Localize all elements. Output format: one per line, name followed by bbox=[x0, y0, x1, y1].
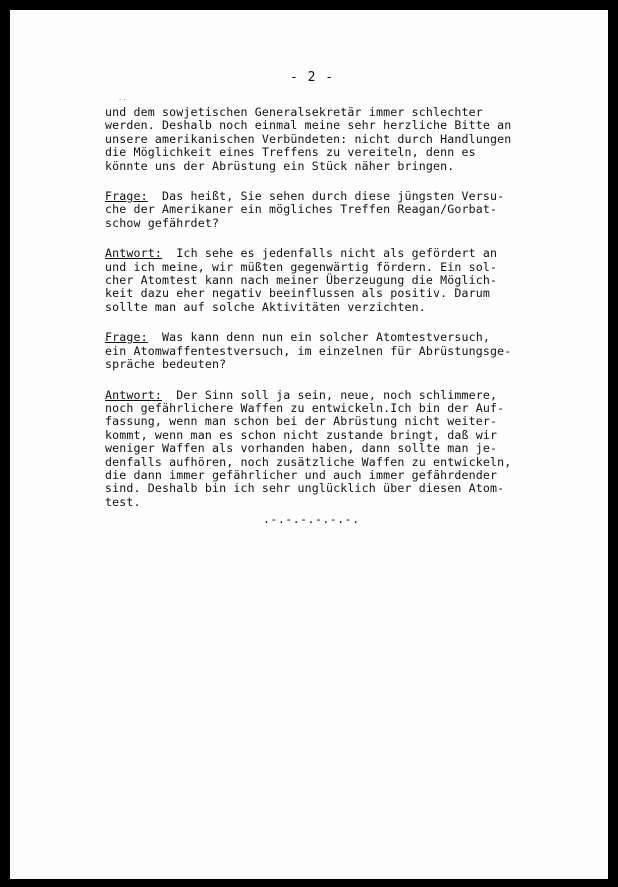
text-line-rest: Was kann denn nun ein solcher Atomtestversuch, bbox=[147, 330, 491, 345]
text-line: könnte uns der Abrüstung ein Stück näher bringen. bbox=[105, 158, 455, 173]
document-body bbox=[105, 106, 525, 509]
text-line: ein Atomwaffentestversuch, im einzelnen für Abrüstungsge- bbox=[105, 343, 512, 358]
speaker-label: Frage: bbox=[105, 189, 148, 204]
text-line-rest: Ich sehe es jedenfalls nicht als gefördert an bbox=[162, 246, 498, 261]
text-line bbox=[105, 190, 525, 203]
text-line: keit dazu eher negativ beeinflussen als positiv. Darum bbox=[105, 286, 491, 301]
paragraph-answer-2 bbox=[105, 389, 525, 510]
scan-border-right bbox=[608, 0, 618, 887]
speaker-label: Antwort: bbox=[105, 246, 163, 261]
text-line: test. bbox=[105, 494, 141, 509]
end-marker: .-.-.-.-.-.-. bbox=[263, 512, 360, 526]
paragraph-continuation bbox=[105, 106, 525, 173]
text-line: kommt, wenn man es schon nicht zustande bringt, daß wir bbox=[105, 427, 498, 442]
speaker-label: Frage: bbox=[105, 330, 148, 345]
text-line: noch gefährlichere Waffen zu entwickeln.Ich bin der Auf- bbox=[105, 400, 505, 415]
scan-border-bottom bbox=[0, 879, 618, 887]
text-line: cher Atomtest kann nach meiner Überzeugung die Möglich- bbox=[105, 273, 498, 288]
text-line-rest: Das heißt, Sie sehen durch diese jüngsten Versu- bbox=[147, 189, 505, 204]
text-line: die dann immer gefährlicher und auch immer gefährdender bbox=[105, 467, 498, 482]
page-number: - 2 - bbox=[290, 70, 335, 85]
text-line: spräche bedeuten? bbox=[105, 357, 227, 372]
scan-speck: ·· bbox=[118, 96, 127, 104]
scan-border-top bbox=[0, 0, 618, 10]
paragraph-answer-1 bbox=[105, 247, 525, 314]
text-line: weniger Waffen als vorhanden haben, dann sollte man je- bbox=[105, 441, 498, 456]
text-line-rest: Der Sinn soll ja sein, neue, noch schlimmere, bbox=[162, 387, 498, 402]
speaker-label: Antwort: bbox=[105, 387, 163, 402]
text-line: die Möglichkeit eines Treffens zu vereiteln, denn es bbox=[105, 145, 476, 160]
paragraph-question-2 bbox=[105, 331, 525, 371]
text-line bbox=[105, 389, 525, 402]
scan-border-left bbox=[0, 0, 10, 887]
text-line: che der Amerikaner ein mögliches Treffen Reagan/Gorbat- bbox=[105, 202, 498, 217]
text-line: sollte man auf solche Aktivitäten verzichten. bbox=[105, 299, 426, 314]
text-line: und ich meine, wir müßten gegenwärtig fördern. Ein sol- bbox=[105, 259, 498, 274]
text-line: schow gefährdet? bbox=[105, 215, 220, 230]
text-line: denfalls aufhören, noch zusätzliche Waffen zu entwickeln, bbox=[105, 454, 512, 469]
text-line: werden. Deshalb noch einmal meine sehr herzliche Bitte an bbox=[105, 118, 512, 133]
text-line: sind. Deshalb bin ich sehr unglücklich über diesen Atom- bbox=[105, 481, 505, 496]
text-line bbox=[105, 331, 525, 344]
text-line: und dem sowjetischen Generalsekretär immer schlechter bbox=[105, 105, 483, 119]
text-line bbox=[105, 247, 525, 260]
paragraph-question-1 bbox=[105, 190, 525, 230]
text-line: unsere amerikanischen Verbündeten: nicht durch Handlungen bbox=[105, 131, 512, 146]
text-line: fassung, wenn man schon bei der Abrüstung nicht weiter- bbox=[105, 414, 498, 429]
